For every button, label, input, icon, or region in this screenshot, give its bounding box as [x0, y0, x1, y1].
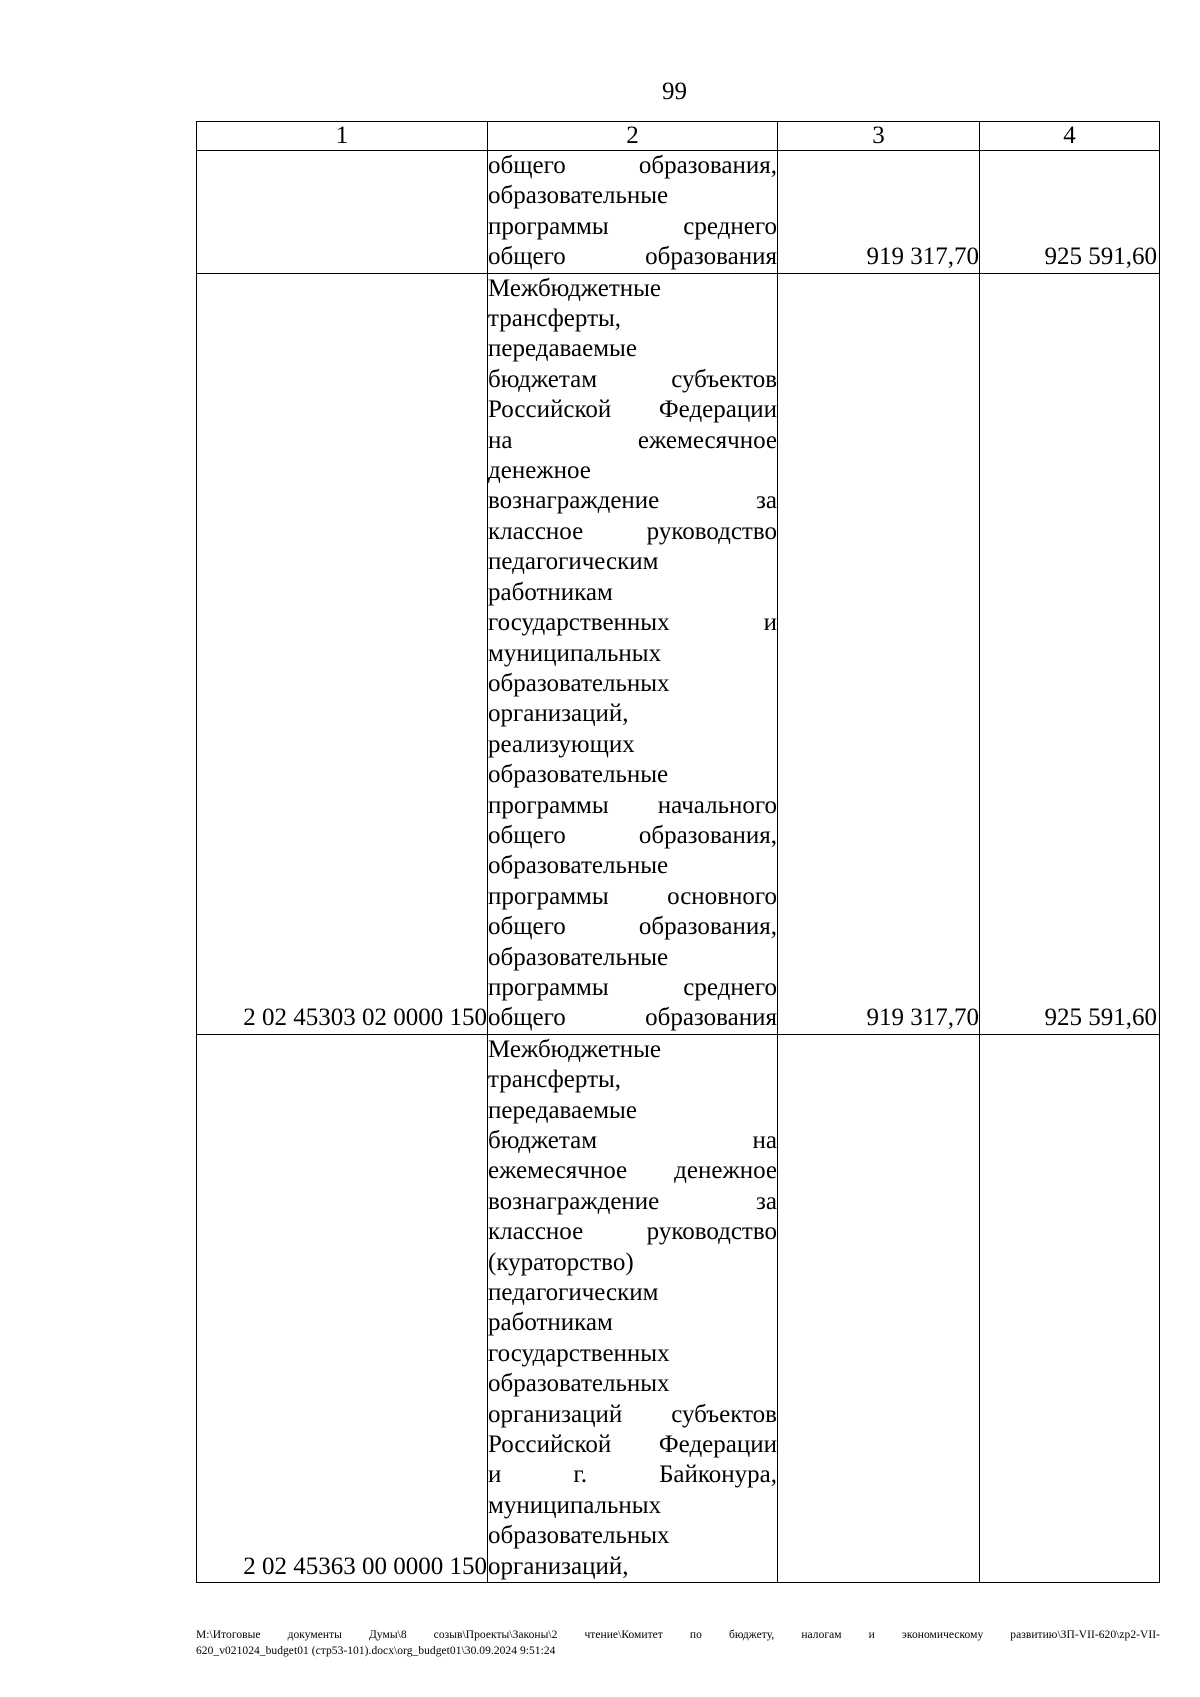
column-header-2: 2 [488, 122, 778, 151]
description-line: государственных [488, 1339, 670, 1367]
description-line: (кураторство) [488, 1248, 634, 1276]
description-cell [488, 273, 778, 1034]
description-line: Российской Федерации [488, 1431, 777, 1459]
description-line: образовательных [488, 1370, 670, 1398]
description-line: денежное [488, 457, 591, 485]
description-line: передаваемые [488, 335, 637, 363]
amount-col4-cell: 925 591,60 [980, 151, 1160, 274]
description-line: образовательных [488, 1522, 670, 1550]
description-line: педагогическим [488, 1279, 659, 1307]
description-line: передаваемые [488, 1096, 637, 1124]
description-line: трансферты, [488, 305, 622, 333]
file-path-footer [196, 1627, 1160, 1659]
budget-table [196, 121, 1160, 1583]
page-number: 99 [662, 78, 687, 105]
description-line: Российской Федерации [488, 396, 777, 424]
description-cell [488, 151, 778, 274]
column-header-3: 3 [778, 122, 980, 151]
table-header-row [197, 122, 1160, 151]
description-line: организаций, [488, 700, 629, 728]
description-line: реализующих [488, 730, 635, 758]
description-line: на ежемесячное [488, 426, 777, 454]
description-line: образовательные [488, 761, 669, 789]
table-body [197, 151, 1160, 1583]
description-line: педагогическим [488, 548, 659, 576]
description-line: классное руководство [488, 517, 777, 545]
description-line: классное руководство [488, 1218, 777, 1246]
description-line: Межбюджетные [488, 274, 662, 302]
description-line: работникам [488, 578, 613, 606]
description-line: бюджетам субъектов [488, 365, 777, 393]
description-line: образовательные [488, 943, 669, 971]
description-line: программы среднего [488, 212, 777, 240]
budget-code-cell: 2 02 45303 02 0000 150 [197, 273, 488, 1034]
amount-col3-cell: 919 317,70 [778, 151, 980, 274]
description-line: организаций, [488, 1552, 629, 1580]
description-line: общего образования, [488, 821, 777, 849]
description-line: и г. Байконура, [488, 1461, 777, 1489]
description-line: программы среднего [488, 973, 777, 1001]
description-line: вознаграждение за [488, 1187, 777, 1215]
description-line: государственных и [488, 609, 777, 637]
amount-col3-cell: 919 317,70 [778, 273, 980, 1034]
description-line: программы основного [488, 882, 777, 910]
amount-col4-cell [980, 1034, 1160, 1582]
description-line: Межбюджетные [488, 1035, 662, 1063]
column-header-4: 4 [980, 122, 1160, 151]
description-line: общего образования, [488, 913, 777, 941]
table-row [197, 1034, 1160, 1582]
description-line: образовательные [488, 852, 669, 880]
description-line: образовательных [488, 669, 670, 697]
description-line: общего образования, [488, 152, 777, 179]
description-line: образовательные [488, 182, 669, 210]
column-header-1: 1 [197, 122, 488, 151]
budget-code-cell [197, 151, 488, 274]
description-line: работникам [488, 1309, 613, 1337]
budget-code-cell: 2 02 45363 00 0000 150 [197, 1034, 488, 1582]
description-line: муниципальных [488, 1491, 662, 1519]
description-line: вознаграждение за [488, 487, 777, 515]
amount-col4-cell: 925 591,60 [980, 273, 1160, 1034]
description-line: бюджетам на [488, 1127, 777, 1154]
footer-line-2: 620_v021024_budget01 (стр53-101).docx\org_budget01\30.09.2024 9:51:24 [196, 1645, 556, 1657]
description-line: муниципальных [488, 639, 662, 667]
description-line: организаций субъектов [488, 1400, 777, 1428]
table-row [197, 273, 1160, 1034]
description-line: программы начального [488, 791, 777, 819]
amount-col3-cell [778, 1034, 980, 1582]
description-line: общего образования [488, 1004, 777, 1032]
table-row [197, 151, 1160, 274]
description-line: общего образования [488, 243, 777, 271]
description-line: трансферты, [488, 1066, 622, 1094]
description-cell [488, 1034, 778, 1582]
footer-line-1: M:\Итоговые документы Думы\8 созыв\Проекты\Законы\2 чтение\Комитет по бюджету, налогам и экономическому развитию\ЗП-VII-620\zp2-VII- [196, 1629, 1160, 1641]
description-line: ежемесячное денежное [488, 1157, 777, 1185]
